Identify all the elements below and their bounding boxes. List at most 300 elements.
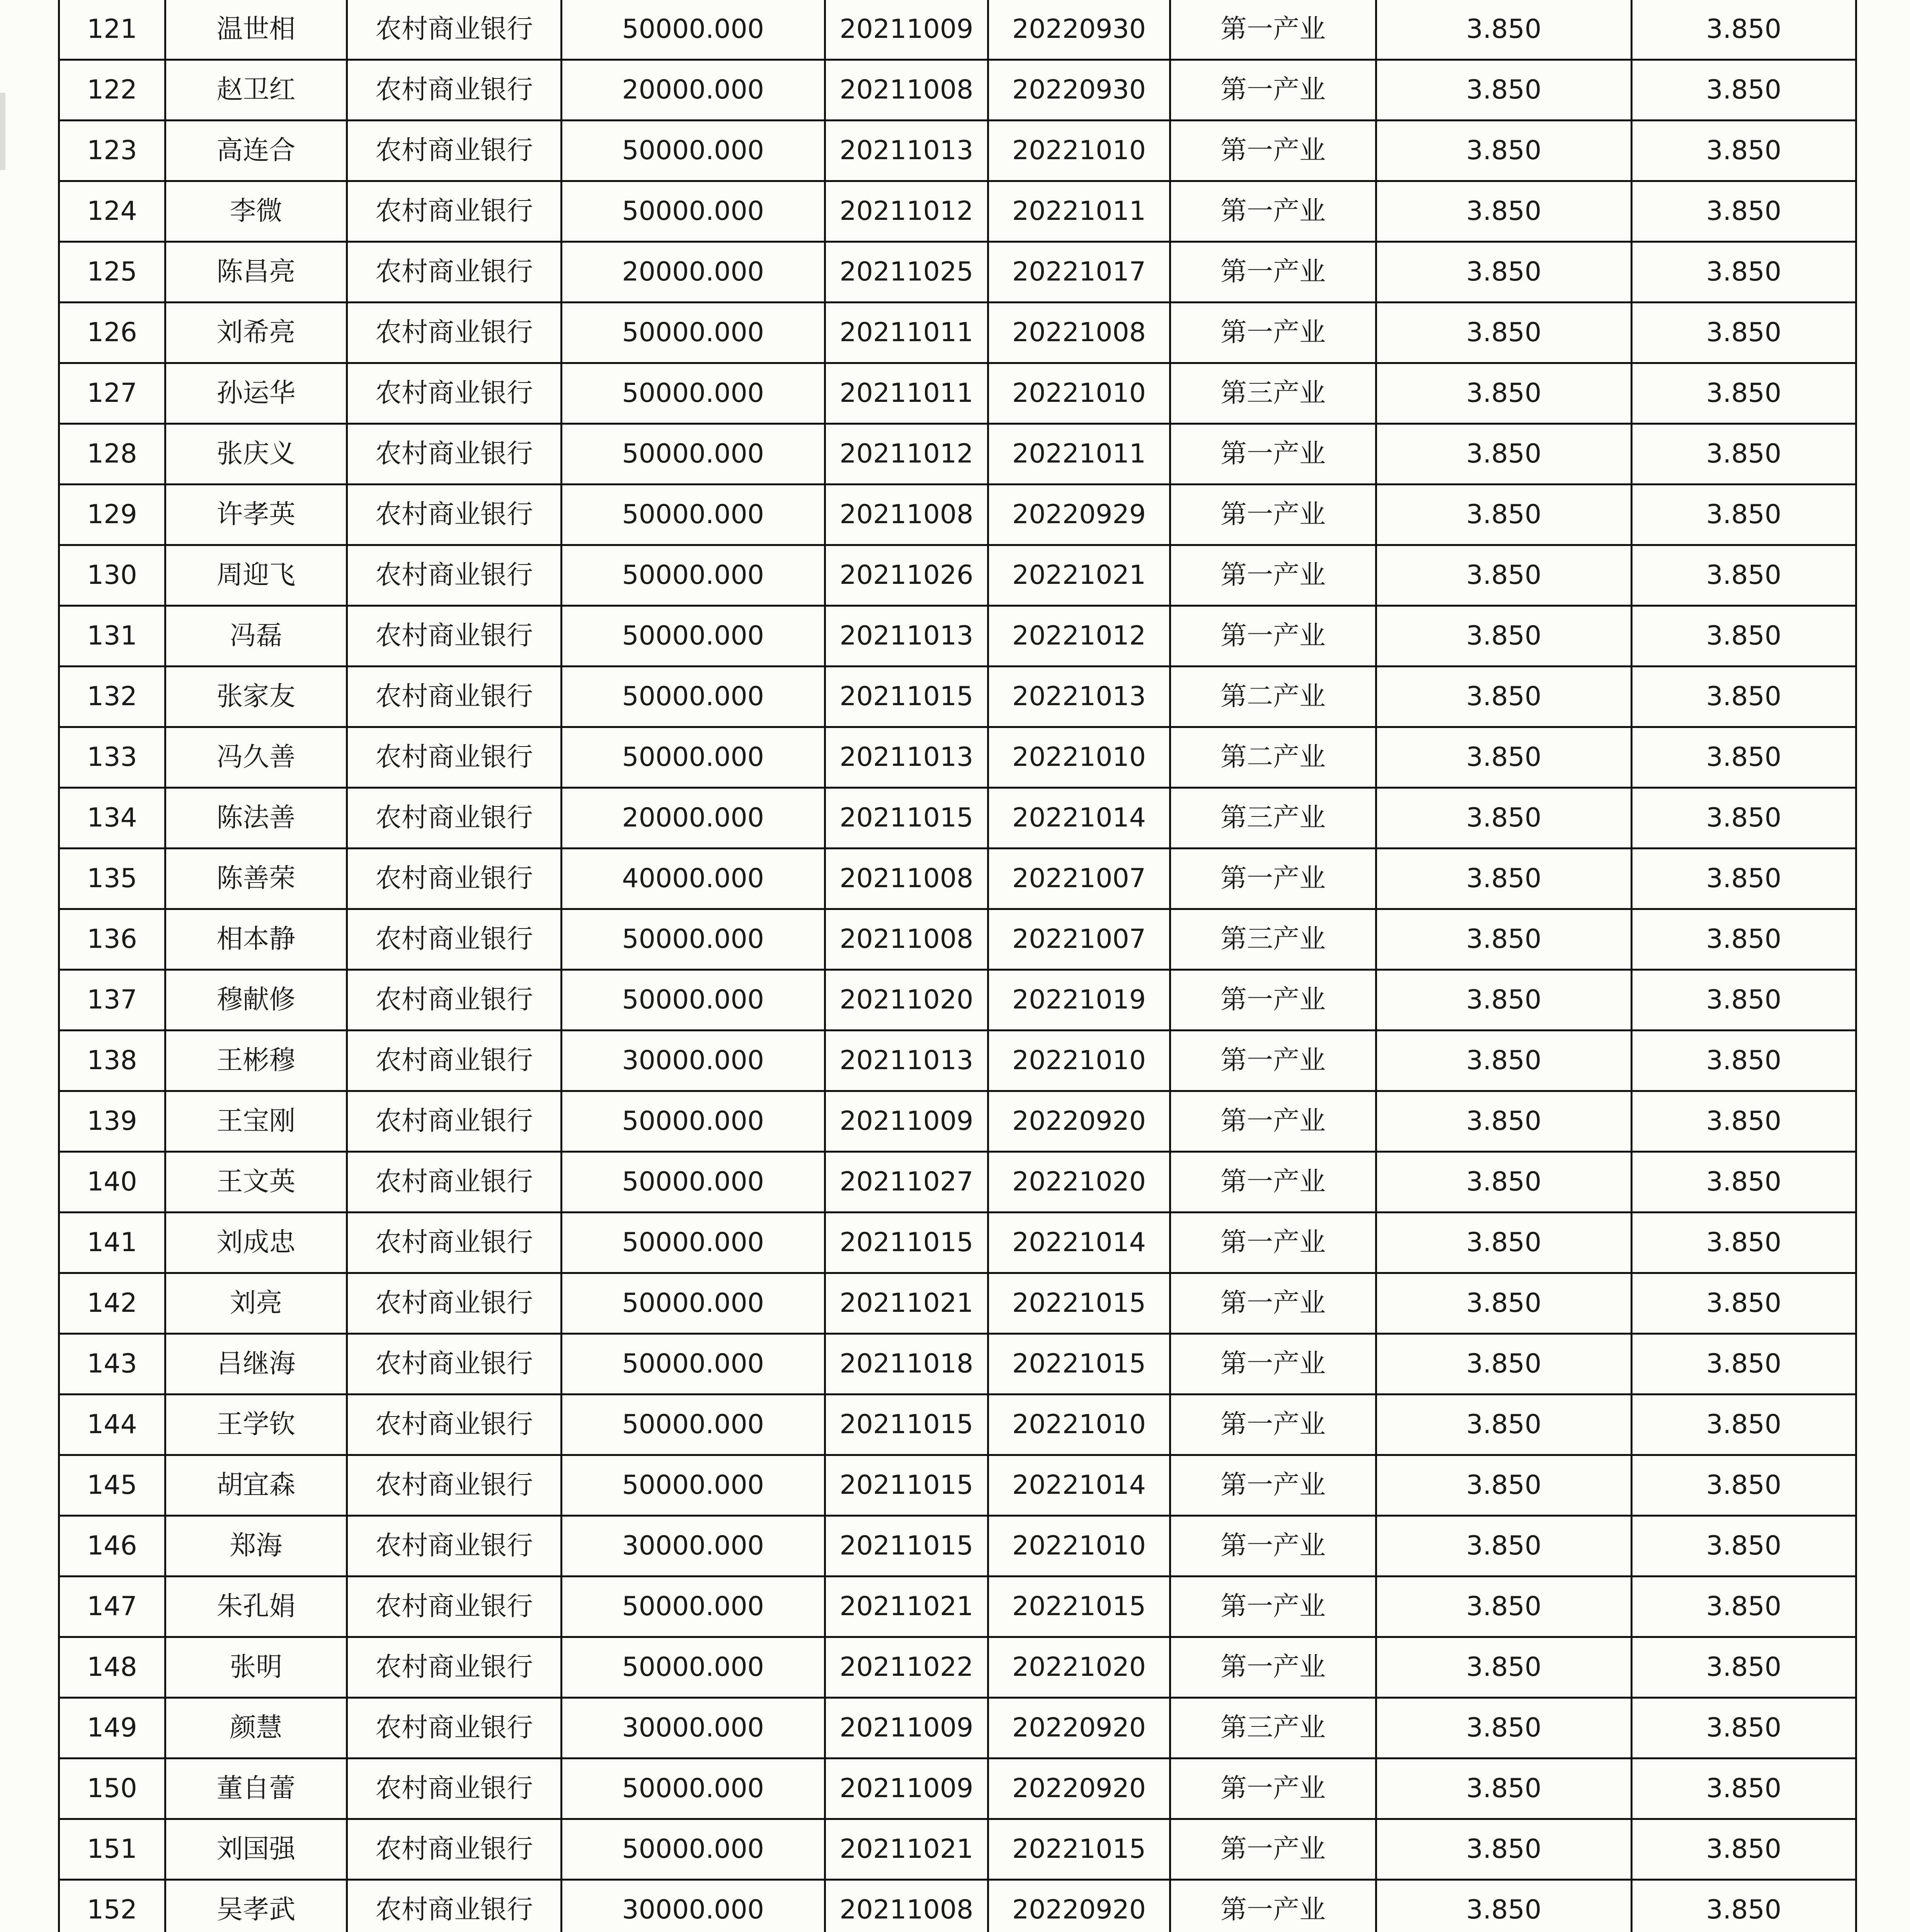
table-row: [59, 667, 1856, 727]
rate-value-2-cell: 3.850: [1631, 909, 1856, 970]
start-date-cell: 20211015: [825, 1516, 988, 1577]
table-row: [59, 60, 1856, 121]
industry-type-cell: 第一产业: [1170, 1759, 1376, 1819]
start-date-cell: 20211013: [825, 121, 988, 181]
loan-amount-cell: 50000.000: [561, 303, 825, 363]
rate-value-2-cell: 3.850: [1631, 60, 1856, 121]
start-date-cell: 20211021: [825, 1577, 988, 1637]
loan-amount-cell: 50000.000: [561, 1637, 825, 1698]
loan-amount-cell: 30000.000: [561, 1031, 825, 1091]
loan-amount-cell: 50000.000: [561, 1395, 825, 1455]
borrower-name-cell: 刘国强: [165, 1819, 347, 1880]
end-date-cell: 20221021: [988, 545, 1170, 606]
start-date-cell: 20211021: [825, 1819, 988, 1880]
row-index-cell: 130: [59, 545, 165, 606]
rate-value-cell: 3.850: [1376, 1698, 1632, 1759]
rate-value-cell: 3.850: [1376, 363, 1632, 424]
borrower-name-cell: 郑海: [165, 1516, 347, 1577]
borrower-name-cell: 相本静: [165, 909, 347, 970]
industry-type-cell: 第一产业: [1170, 1334, 1376, 1395]
rate-value-cell: 3.850: [1376, 1637, 1632, 1698]
row-index-cell: 127: [59, 363, 165, 424]
borrower-name-cell: 朱孔娟: [165, 1577, 347, 1637]
row-index-cell: 125: [59, 242, 165, 303]
industry-type-cell: 第三产业: [1170, 788, 1376, 849]
end-date-cell: 20221014: [988, 1213, 1170, 1273]
end-date-cell: 20221013: [988, 667, 1170, 727]
industry-type-cell: 第一产业: [1170, 242, 1376, 303]
borrower-name-cell: 陈善荣: [165, 849, 347, 909]
industry-type-cell: 第一产业: [1170, 424, 1376, 485]
end-date-cell: 20221010: [988, 363, 1170, 424]
row-index-cell: 139: [59, 1091, 165, 1152]
loan-amount-cell: 50000.000: [561, 363, 825, 424]
loan-amount-cell: 50000.000: [561, 667, 825, 727]
borrower-name-cell: 冯磊: [165, 606, 347, 667]
bank-name-cell: 农村商业银行: [347, 606, 562, 667]
industry-type-cell: 第三产业: [1170, 363, 1376, 424]
bank-name-cell: 农村商业银行: [347, 424, 562, 485]
end-date-cell: 20221010: [988, 1516, 1170, 1577]
start-date-cell: 20211026: [825, 545, 988, 606]
table-row: [59, 1759, 1856, 1819]
start-date-cell: 20211013: [825, 606, 988, 667]
start-date-cell: 20211012: [825, 424, 988, 485]
loan-amount-cell: 40000.000: [561, 849, 825, 909]
start-date-cell: 20211011: [825, 363, 988, 424]
table-row: [59, 1880, 1856, 1932]
bank-name-cell: 农村商业银行: [347, 1819, 562, 1880]
rate-value-cell: 3.850: [1376, 1880, 1632, 1932]
rate-value-cell: 3.850: [1376, 849, 1632, 909]
table-row: [59, 1516, 1856, 1577]
rate-value-2-cell: 3.850: [1631, 970, 1856, 1031]
table-row: [59, 909, 1856, 970]
rate-value-2-cell: 3.850: [1631, 1880, 1856, 1932]
end-date-cell: 20221015: [988, 1577, 1170, 1637]
industry-type-cell: 第一产业: [1170, 1637, 1376, 1698]
row-index-cell: 133: [59, 727, 165, 788]
start-date-cell: 20211011: [825, 303, 988, 363]
table-row: [59, 1637, 1856, 1698]
bank-name-cell: 农村商业银行: [347, 1455, 562, 1516]
industry-type-cell: 第一产业: [1170, 0, 1376, 60]
end-date-cell: 20221020: [988, 1152, 1170, 1213]
industry-type-cell: 第二产业: [1170, 727, 1376, 788]
rate-value-2-cell: 3.850: [1631, 606, 1856, 667]
industry-type-cell: 第一产业: [1170, 970, 1376, 1031]
borrower-name-cell: 张庆义: [165, 424, 347, 485]
borrower-name-cell: 张明: [165, 1637, 347, 1698]
rate-value-2-cell: 3.850: [1631, 1698, 1856, 1759]
rate-value-2-cell: 3.850: [1631, 181, 1856, 242]
rate-value-2-cell: 3.850: [1631, 1213, 1856, 1273]
table-row: [59, 970, 1856, 1031]
loan-amount-cell: 50000.000: [561, 1455, 825, 1516]
borrower-name-cell: 高连合: [165, 121, 347, 181]
loan-amount-cell: 20000.000: [561, 242, 825, 303]
end-date-cell: 20221014: [988, 1455, 1170, 1516]
industry-type-cell: 第一产业: [1170, 1880, 1376, 1932]
borrower-name-cell: 吴孝武: [165, 1880, 347, 1932]
rate-value-2-cell: 3.850: [1631, 1455, 1856, 1516]
borrower-name-cell: 许孝英: [165, 485, 347, 545]
bank-name-cell: 农村商业银行: [347, 545, 562, 606]
loan-table: [58, 0, 1857, 1932]
industry-type-cell: 第一产业: [1170, 1213, 1376, 1273]
end-date-cell: 20220920: [988, 1759, 1170, 1819]
table-row: [59, 1819, 1856, 1880]
rate-value-2-cell: 3.850: [1631, 1637, 1856, 1698]
start-date-cell: 20211018: [825, 1334, 988, 1395]
rate-value-cell: 3.850: [1376, 545, 1632, 606]
rate-value-2-cell: 3.850: [1631, 1395, 1856, 1455]
borrower-name-cell: 冯久善: [165, 727, 347, 788]
loan-amount-cell: 30000.000: [561, 1698, 825, 1759]
bank-name-cell: 农村商业银行: [347, 1516, 562, 1577]
rate-value-cell: 3.850: [1376, 606, 1632, 667]
end-date-cell: 20221010: [988, 121, 1170, 181]
loan-amount-cell: 50000.000: [561, 909, 825, 970]
rate-value-2-cell: 3.850: [1631, 1577, 1856, 1637]
bank-name-cell: 农村商业银行: [347, 1880, 562, 1932]
bank-name-cell: 农村商业银行: [347, 667, 562, 727]
start-date-cell: 20211015: [825, 788, 988, 849]
table-row: [59, 303, 1856, 363]
row-index-cell: 148: [59, 1637, 165, 1698]
table-row: [59, 1455, 1856, 1516]
end-date-cell: 20221015: [988, 1819, 1170, 1880]
rate-value-cell: 3.850: [1376, 1395, 1632, 1455]
table-row: [59, 363, 1856, 424]
row-index-cell: 132: [59, 667, 165, 727]
bank-name-cell: 农村商业银行: [347, 1213, 562, 1273]
row-index-cell: 146: [59, 1516, 165, 1577]
borrower-name-cell: 赵卫红: [165, 60, 347, 121]
rate-value-2-cell: 3.850: [1631, 303, 1856, 363]
bank-name-cell: 农村商业银行: [347, 1577, 562, 1637]
end-date-cell: 20221014: [988, 788, 1170, 849]
table-row: [59, 788, 1856, 849]
rate-value-cell: 3.850: [1376, 1455, 1632, 1516]
bank-name-cell: 农村商业银行: [347, 1334, 562, 1395]
rate-value-2-cell: 3.850: [1631, 363, 1856, 424]
bank-name-cell: 农村商业银行: [347, 485, 562, 545]
borrower-name-cell: 孙运华: [165, 363, 347, 424]
loan-amount-cell: 50000.000: [561, 1273, 825, 1334]
rate-value-cell: 3.850: [1376, 1516, 1632, 1577]
borrower-name-cell: 颜慧: [165, 1698, 347, 1759]
rate-value-2-cell: 3.850: [1631, 1819, 1856, 1880]
start-date-cell: 20211009: [825, 1698, 988, 1759]
table-row: [59, 1152, 1856, 1213]
borrower-name-cell: 王文英: [165, 1152, 347, 1213]
start-date-cell: 20211022: [825, 1637, 988, 1698]
rate-value-2-cell: 3.850: [1631, 1759, 1856, 1819]
rate-value-2-cell: 3.850: [1631, 1334, 1856, 1395]
row-index-cell: 131: [59, 606, 165, 667]
bank-name-cell: 农村商业银行: [347, 1152, 562, 1213]
row-index-cell: 138: [59, 1031, 165, 1091]
row-index-cell: 124: [59, 181, 165, 242]
industry-type-cell: 第一产业: [1170, 485, 1376, 545]
loan-table-container: [58, 0, 1857, 1932]
borrower-name-cell: 董自蕾: [165, 1759, 347, 1819]
rate-value-cell: 3.850: [1376, 909, 1632, 970]
borrower-name-cell: 温世相: [165, 0, 347, 60]
end-date-cell: 20221011: [988, 424, 1170, 485]
start-date-cell: 20211008: [825, 485, 988, 545]
table-row: [59, 424, 1856, 485]
table-row: [59, 0, 1856, 60]
industry-type-cell: 第一产业: [1170, 1152, 1376, 1213]
end-date-cell: 20220920: [988, 1091, 1170, 1152]
industry-type-cell: 第一产业: [1170, 60, 1376, 121]
bank-name-cell: 农村商业银行: [347, 909, 562, 970]
rate-value-cell: 3.850: [1376, 727, 1632, 788]
start-date-cell: 20211008: [825, 849, 988, 909]
rate-value-cell: 3.850: [1376, 121, 1632, 181]
table-row: [59, 1091, 1856, 1152]
rate-value-cell: 3.850: [1376, 1759, 1632, 1819]
bank-name-cell: 农村商业银行: [347, 849, 562, 909]
rate-value-cell: 3.850: [1376, 303, 1632, 363]
loan-amount-cell: 50000.000: [561, 1759, 825, 1819]
borrower-name-cell: 陈法善: [165, 788, 347, 849]
loan-amount-cell: 50000.000: [561, 1334, 825, 1395]
industry-type-cell: 第一产业: [1170, 545, 1376, 606]
row-index-cell: 126: [59, 303, 165, 363]
start-date-cell: 20211015: [825, 1455, 988, 1516]
row-index-cell: 150: [59, 1759, 165, 1819]
rate-value-2-cell: 3.850: [1631, 727, 1856, 788]
industry-type-cell: 第一产业: [1170, 1516, 1376, 1577]
rate-value-2-cell: 3.850: [1631, 485, 1856, 545]
rate-value-2-cell: 3.850: [1631, 121, 1856, 181]
table-row: [59, 1273, 1856, 1334]
bank-name-cell: 农村商业银行: [347, 970, 562, 1031]
table-row: [59, 242, 1856, 303]
row-index-cell: 123: [59, 121, 165, 181]
start-date-cell: 20211009: [825, 1759, 988, 1819]
rate-value-2-cell: 3.850: [1631, 424, 1856, 485]
rate-value-cell: 3.850: [1376, 0, 1632, 60]
start-date-cell: 20211015: [825, 1395, 988, 1455]
borrower-name-cell: 刘亮: [165, 1273, 347, 1334]
borrower-name-cell: 王彬穆: [165, 1031, 347, 1091]
table-row: [59, 121, 1856, 181]
end-date-cell: 20221012: [988, 606, 1170, 667]
industry-type-cell: 第一产业: [1170, 181, 1376, 242]
table-row: [59, 181, 1856, 242]
end-date-cell: 20220929: [988, 485, 1170, 545]
rate-value-2-cell: 3.850: [1631, 1152, 1856, 1213]
end-date-cell: 20220920: [988, 1880, 1170, 1932]
row-index-cell: 145: [59, 1455, 165, 1516]
industry-type-cell: 第三产业: [1170, 1698, 1376, 1759]
start-date-cell: 20211008: [825, 1880, 988, 1932]
loan-amount-cell: 50000.000: [561, 545, 825, 606]
table-row: [59, 1031, 1856, 1091]
loan-amount-cell: 50000.000: [561, 727, 825, 788]
end-date-cell: 20221015: [988, 1273, 1170, 1334]
bank-name-cell: 农村商业银行: [347, 242, 562, 303]
rate-value-cell: 3.850: [1376, 1152, 1632, 1213]
rate-value-cell: 3.850: [1376, 242, 1632, 303]
loan-amount-cell: 50000.000: [561, 121, 825, 181]
borrower-name-cell: 李微: [165, 181, 347, 242]
rate-value-2-cell: 3.850: [1631, 849, 1856, 909]
loan-amount-cell: 50000.000: [561, 1152, 825, 1213]
end-date-cell: 20221020: [988, 1637, 1170, 1698]
scan-edge-mark: [0, 93, 5, 170]
start-date-cell: 20211015: [825, 1213, 988, 1273]
end-date-cell: 20220930: [988, 60, 1170, 121]
loan-amount-cell: 50000.000: [561, 485, 825, 545]
bank-name-cell: 农村商业银行: [347, 363, 562, 424]
table-row: [59, 1395, 1856, 1455]
start-date-cell: 20211008: [825, 909, 988, 970]
bank-name-cell: 农村商业银行: [347, 303, 562, 363]
row-index-cell: 129: [59, 485, 165, 545]
rate-value-2-cell: 3.850: [1631, 545, 1856, 606]
start-date-cell: 20211021: [825, 1273, 988, 1334]
industry-type-cell: 第一产业: [1170, 849, 1376, 909]
industry-type-cell: 第一产业: [1170, 1395, 1376, 1455]
bank-name-cell: 农村商业银行: [347, 1637, 562, 1698]
bank-name-cell: 农村商业银行: [347, 60, 562, 121]
rate-value-2-cell: 3.850: [1631, 1031, 1856, 1091]
loan-amount-cell: 50000.000: [561, 1819, 825, 1880]
rate-value-2-cell: 3.850: [1631, 242, 1856, 303]
rate-value-cell: 3.850: [1376, 1577, 1632, 1637]
row-index-cell: 140: [59, 1152, 165, 1213]
rate-value-cell: 3.850: [1376, 1819, 1632, 1880]
loan-amount-cell: 20000.000: [561, 60, 825, 121]
row-index-cell: 136: [59, 909, 165, 970]
table-row: [59, 1577, 1856, 1637]
rate-value-cell: 3.850: [1376, 788, 1632, 849]
row-index-cell: 135: [59, 849, 165, 909]
industry-type-cell: 第一产业: [1170, 1091, 1376, 1152]
start-date-cell: 20211008: [825, 60, 988, 121]
row-index-cell: 122: [59, 60, 165, 121]
table-row: [59, 545, 1856, 606]
rate-value-2-cell: 3.850: [1631, 1273, 1856, 1334]
borrower-name-cell: 刘成忠: [165, 1213, 347, 1273]
rate-value-cell: 3.850: [1376, 970, 1632, 1031]
borrower-name-cell: 王宝刚: [165, 1091, 347, 1152]
table-row: [59, 727, 1856, 788]
bank-name-cell: 农村商业银行: [347, 0, 562, 60]
rate-value-2-cell: 3.850: [1631, 1091, 1856, 1152]
loan-amount-cell: 30000.000: [561, 1516, 825, 1577]
borrower-name-cell: 穆献修: [165, 970, 347, 1031]
row-index-cell: 137: [59, 970, 165, 1031]
table-row: [59, 485, 1856, 545]
industry-type-cell: 第二产业: [1170, 667, 1376, 727]
end-date-cell: 20221017: [988, 242, 1170, 303]
loan-amount-cell: 50000.000: [561, 1213, 825, 1273]
industry-type-cell: 第一产业: [1170, 1819, 1376, 1880]
bank-name-cell: 农村商业银行: [347, 1091, 562, 1152]
industry-type-cell: 第一产业: [1170, 606, 1376, 667]
loan-amount-cell: 30000.000: [561, 1880, 825, 1932]
start-date-cell: 20211027: [825, 1152, 988, 1213]
borrower-name-cell: 刘希亮: [165, 303, 347, 363]
row-index-cell: 147: [59, 1577, 165, 1637]
rate-value-cell: 3.850: [1376, 1273, 1632, 1334]
start-date-cell: 20211013: [825, 727, 988, 788]
row-index-cell: 151: [59, 1819, 165, 1880]
industry-type-cell: 第一产业: [1170, 1273, 1376, 1334]
end-date-cell: 20221010: [988, 1031, 1170, 1091]
start-date-cell: 20211025: [825, 242, 988, 303]
end-date-cell: 20221010: [988, 1395, 1170, 1455]
row-index-cell: 142: [59, 1273, 165, 1334]
bank-name-cell: 农村商业银行: [347, 1698, 562, 1759]
loan-amount-cell: 50000.000: [561, 181, 825, 242]
loan-amount-cell: 20000.000: [561, 788, 825, 849]
row-index-cell: 149: [59, 1698, 165, 1759]
start-date-cell: 20211013: [825, 1031, 988, 1091]
rate-value-cell: 3.850: [1376, 485, 1632, 545]
industry-type-cell: 第一产业: [1170, 303, 1376, 363]
row-index-cell: 143: [59, 1334, 165, 1395]
end-date-cell: 20221015: [988, 1334, 1170, 1395]
end-date-cell: 20220930: [988, 0, 1170, 60]
rate-value-2-cell: 3.850: [1631, 1516, 1856, 1577]
rate-value-cell: 3.850: [1376, 1334, 1632, 1395]
bank-name-cell: 农村商业银行: [347, 788, 562, 849]
borrower-name-cell: 张家友: [165, 667, 347, 727]
loan-amount-cell: 50000.000: [561, 970, 825, 1031]
bank-name-cell: 农村商业银行: [347, 1395, 562, 1455]
bank-name-cell: 农村商业银行: [347, 181, 562, 242]
start-date-cell: 20211020: [825, 970, 988, 1031]
rate-value-cell: 3.850: [1376, 1031, 1632, 1091]
rate-value-2-cell: 3.850: [1631, 0, 1856, 60]
bank-name-cell: 农村商业银行: [347, 121, 562, 181]
table-row: [59, 1213, 1856, 1273]
row-index-cell: 141: [59, 1213, 165, 1273]
bank-name-cell: 农村商业银行: [347, 727, 562, 788]
borrower-name-cell: 周迎飞: [165, 545, 347, 606]
end-date-cell: 20221010: [988, 727, 1170, 788]
rate-value-cell: 3.850: [1376, 1213, 1632, 1273]
table-row: [59, 1334, 1856, 1395]
loan-amount-cell: 50000.000: [561, 1091, 825, 1152]
borrower-name-cell: 吕继海: [165, 1334, 347, 1395]
start-date-cell: 20211009: [825, 1091, 988, 1152]
industry-type-cell: 第一产业: [1170, 1031, 1376, 1091]
rate-value-cell: 3.850: [1376, 181, 1632, 242]
bank-name-cell: 农村商业银行: [347, 1273, 562, 1334]
end-date-cell: 20221007: [988, 849, 1170, 909]
row-index-cell: 144: [59, 1395, 165, 1455]
end-date-cell: 20221019: [988, 970, 1170, 1031]
rate-value-cell: 3.850: [1376, 60, 1632, 121]
start-date-cell: 20211012: [825, 181, 988, 242]
rate-value-2-cell: 3.850: [1631, 667, 1856, 727]
rate-value-cell: 3.850: [1376, 1091, 1632, 1152]
row-index-cell: 134: [59, 788, 165, 849]
row-index-cell: 121: [59, 0, 165, 60]
table-row: [59, 606, 1856, 667]
row-index-cell: 128: [59, 424, 165, 485]
table-row: [59, 849, 1856, 909]
industry-type-cell: 第一产业: [1170, 121, 1376, 181]
